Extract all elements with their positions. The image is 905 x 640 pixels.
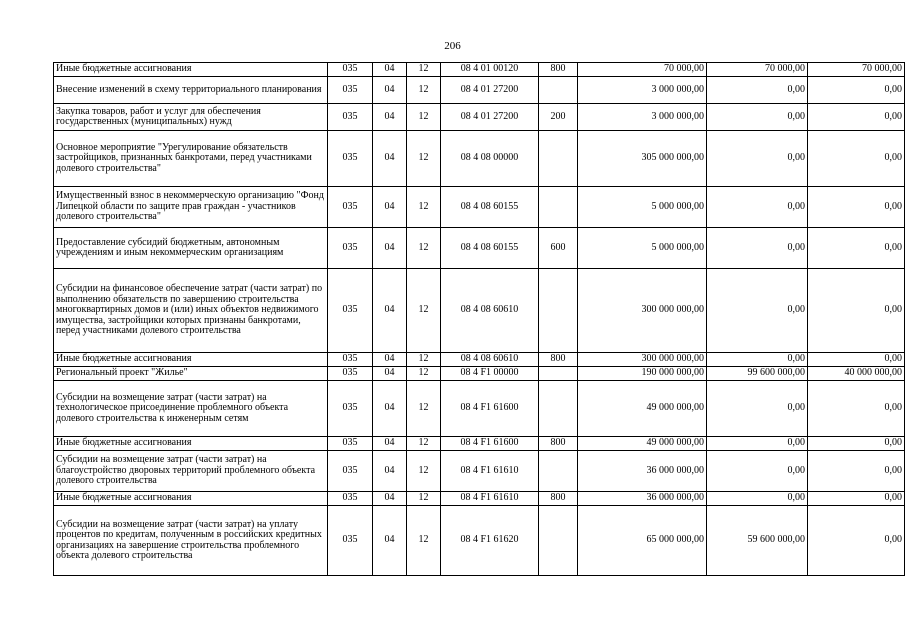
row-amount-year1: 5 000 000,00 — [578, 187, 707, 228]
table-row — [54, 77, 905, 104]
row-amount-year2: 0,00 — [707, 131, 808, 187]
row-vr-code — [539, 131, 578, 187]
row-vr-code: 800 — [539, 63, 578, 77]
row-name: Субсидии на возмещение затрат (части затрат) на уплату процентов по кредитам, полученным в российских кредитных организациях на завершение строительства проблемного объекта долевого строительства — [54, 506, 328, 576]
row-amount-year2: 0,00 — [707, 492, 808, 506]
row-rz-code: 04 — [373, 187, 407, 228]
row-amount-year3: 0,00 — [808, 187, 905, 228]
row-rz-code: 04 — [373, 381, 407, 437]
row-amount-year1: 49 000 000,00 — [578, 437, 707, 451]
row-pr-code: 12 — [407, 492, 441, 506]
row-gr-code: 035 — [328, 131, 373, 187]
row-name: Иные бюджетные ассигнования — [54, 353, 328, 367]
table-row — [54, 381, 905, 437]
row-vr-code: 600 — [539, 228, 578, 269]
row-amount-year3: 0,00 — [808, 437, 905, 451]
row-amount-year1: 65 000 000,00 — [578, 506, 707, 576]
row-rz-code: 04 — [373, 77, 407, 104]
row-csr-code: 08 4 08 60155 — [441, 187, 539, 228]
row-csr-code: 08 4 01 27200 — [441, 77, 539, 104]
row-amount-year2: 0,00 — [707, 77, 808, 104]
table-row — [54, 131, 905, 187]
row-amount-year1: 190 000 000,00 — [578, 367, 707, 381]
row-pr-code: 12 — [407, 381, 441, 437]
row-name: Иные бюджетные ассигнования — [54, 63, 328, 77]
row-amount-year3: 70 000,00 — [808, 63, 905, 77]
row-csr-code: 08 4 01 00120 — [441, 63, 539, 77]
table-row — [54, 353, 905, 367]
row-pr-code: 12 — [407, 63, 441, 77]
row-amount-year1: 3 000 000,00 — [578, 77, 707, 104]
row-csr-code: 08 4 F1 61610 — [441, 492, 539, 506]
row-amount-year2: 0,00 — [707, 353, 808, 367]
row-rz-code: 04 — [373, 63, 407, 77]
row-vr-code — [539, 367, 578, 381]
table-row — [54, 269, 905, 353]
table-row — [54, 506, 905, 576]
row-pr-code: 12 — [407, 353, 441, 367]
row-csr-code: 08 4 08 60610 — [441, 269, 539, 353]
row-csr-code: 08 4 F1 61600 — [441, 381, 539, 437]
row-amount-year2: 0,00 — [707, 269, 808, 353]
row-pr-code: 12 — [407, 437, 441, 451]
row-vr-code — [539, 269, 578, 353]
table-row — [54, 63, 905, 77]
row-rz-code: 04 — [373, 104, 407, 131]
row-amount-year1: 300 000 000,00 — [578, 269, 707, 353]
row-amount-year1: 305 000 000,00 — [578, 131, 707, 187]
row-amount-year2: 0,00 — [707, 437, 808, 451]
row-name: Иные бюджетные ассигнования — [54, 492, 328, 506]
row-vr-code — [539, 381, 578, 437]
row-pr-code: 12 — [407, 131, 441, 187]
row-amount-year3: 0,00 — [808, 77, 905, 104]
row-pr-code: 12 — [407, 187, 441, 228]
row-gr-code: 035 — [328, 492, 373, 506]
row-name: Закупка товаров, работ и услуг для обеспечения государственных (муниципальных) нужд — [54, 104, 328, 131]
row-amount-year3: 0,00 — [808, 506, 905, 576]
row-vr-code — [539, 451, 578, 492]
row-amount-year2: 0,00 — [707, 104, 808, 131]
row-vr-code — [539, 187, 578, 228]
row-gr-code: 035 — [328, 187, 373, 228]
row-name: Внесение изменений в схему территориального планирования — [54, 77, 328, 104]
row-pr-code: 12 — [407, 451, 441, 492]
row-gr-code: 035 — [328, 228, 373, 269]
row-rz-code: 04 — [373, 353, 407, 367]
row-amount-year3: 0,00 — [808, 353, 905, 367]
row-gr-code: 035 — [328, 353, 373, 367]
row-pr-code: 12 — [407, 77, 441, 104]
row-gr-code: 035 — [328, 63, 373, 77]
row-pr-code: 12 — [407, 228, 441, 269]
row-rz-code: 04 — [373, 506, 407, 576]
row-amount-year1: 49 000 000,00 — [578, 381, 707, 437]
row-gr-code: 035 — [328, 269, 373, 353]
row-amount-year3: 0,00 — [808, 492, 905, 506]
row-csr-code: 08 4 08 60610 — [441, 353, 539, 367]
row-amount-year1: 3 000 000,00 — [578, 104, 707, 131]
row-name: Субсидии на финансовое обеспечение затрат (части затрат) по выполнению обязательств по завершению строительства многоквартирных домов и (или) иных объектов недвижимого имущества, застройщики которых признаны банкротами, перед участниками долевого строительства — [54, 269, 328, 353]
row-amount-year3: 0,00 — [808, 131, 905, 187]
row-pr-code: 12 — [407, 269, 441, 353]
row-vr-code — [539, 77, 578, 104]
row-rz-code: 04 — [373, 492, 407, 506]
row-amount-year1: 5 000 000,00 — [578, 228, 707, 269]
row-gr-code: 035 — [328, 77, 373, 104]
row-gr-code: 035 — [328, 367, 373, 381]
row-rz-code: 04 — [373, 437, 407, 451]
row-name: Субсидии на возмещение затрат (части затрат) на технологическое присоединение проблемного объекта долевого строительства к инженерным сетям — [54, 381, 328, 437]
row-rz-code: 04 — [373, 269, 407, 353]
row-pr-code: 12 — [407, 367, 441, 381]
row-rz-code: 04 — [373, 367, 407, 381]
row-rz-code: 04 — [373, 131, 407, 187]
table-row — [54, 492, 905, 506]
table-row — [54, 104, 905, 131]
row-csr-code: 08 4 F1 61610 — [441, 451, 539, 492]
row-rz-code: 04 — [373, 228, 407, 269]
row-vr-code: 800 — [539, 492, 578, 506]
row-gr-code: 035 — [328, 381, 373, 437]
row-name: Иные бюджетные ассигнования — [54, 437, 328, 451]
row-gr-code: 035 — [328, 451, 373, 492]
row-csr-code: 08 4 08 00000 — [441, 131, 539, 187]
row-amount-year2: 59 600 000,00 — [707, 506, 808, 576]
row-gr-code: 035 — [328, 506, 373, 576]
row-amount-year2: 0,00 — [707, 187, 808, 228]
row-amount-year3: 0,00 — [808, 451, 905, 492]
row-gr-code: 035 — [328, 437, 373, 451]
row-amount-year1: 70 000,00 — [578, 63, 707, 77]
row-amount-year3: 0,00 — [808, 269, 905, 353]
row-amount-year2: 0,00 — [707, 381, 808, 437]
row-vr-code: 200 — [539, 104, 578, 131]
row-csr-code: 08 4 F1 00000 — [441, 367, 539, 381]
row-amount-year1: 36 000 000,00 — [578, 492, 707, 506]
row-pr-code: 12 — [407, 104, 441, 131]
row-name: Основное мероприятие "Урегулирование обязательств застройщиков, признанных банкротами, перед участниками долевого строительства" — [54, 131, 328, 187]
row-csr-code: 08 4 01 27200 — [441, 104, 539, 131]
row-amount-year2: 99 600 000,00 — [707, 367, 808, 381]
table-row — [54, 451, 905, 492]
row-amount-year3: 40 000 000,00 — [808, 367, 905, 381]
row-vr-code: 800 — [539, 437, 578, 451]
row-amount-year1: 36 000 000,00 — [578, 451, 707, 492]
row-amount-year3: 0,00 — [808, 104, 905, 131]
table-row — [54, 228, 905, 269]
row-csr-code: 08 4 F1 61600 — [441, 437, 539, 451]
row-amount-year2: 70 000,00 — [707, 63, 808, 77]
row-name: Субсидии на возмещение затрат (части затрат) на благоустройство дворовых территорий проблемного объекта долевого строительства — [54, 451, 328, 492]
budget-table — [53, 62, 905, 576]
row-csr-code: 08 4 08 60155 — [441, 228, 539, 269]
row-vr-code: 800 — [539, 353, 578, 367]
row-name: Имущественный взнос в некоммерческую организацию "Фонд Липецкой области по защите прав граждан - участников долевого строительства" — [54, 187, 328, 228]
row-amount-year3: 0,00 — [808, 381, 905, 437]
row-name: Региональный проект "Жилье" — [54, 367, 328, 381]
table-row — [54, 437, 905, 451]
row-amount-year2: 0,00 — [707, 451, 808, 492]
row-rz-code: 04 — [373, 451, 407, 492]
row-gr-code: 035 — [328, 104, 373, 131]
row-name: Предоставление субсидий бюджетным, автономным учреждениям и иным некоммерческим организациям — [54, 228, 328, 269]
page-number: 206 — [444, 40, 461, 52]
row-pr-code: 12 — [407, 506, 441, 576]
row-vr-code — [539, 506, 578, 576]
row-csr-code: 08 4 F1 61620 — [441, 506, 539, 576]
table-row — [54, 367, 905, 381]
row-amount-year3: 0,00 — [808, 228, 905, 269]
row-amount-year2: 0,00 — [707, 228, 808, 269]
row-amount-year1: 300 000 000,00 — [578, 353, 707, 367]
table-row — [54, 187, 905, 228]
